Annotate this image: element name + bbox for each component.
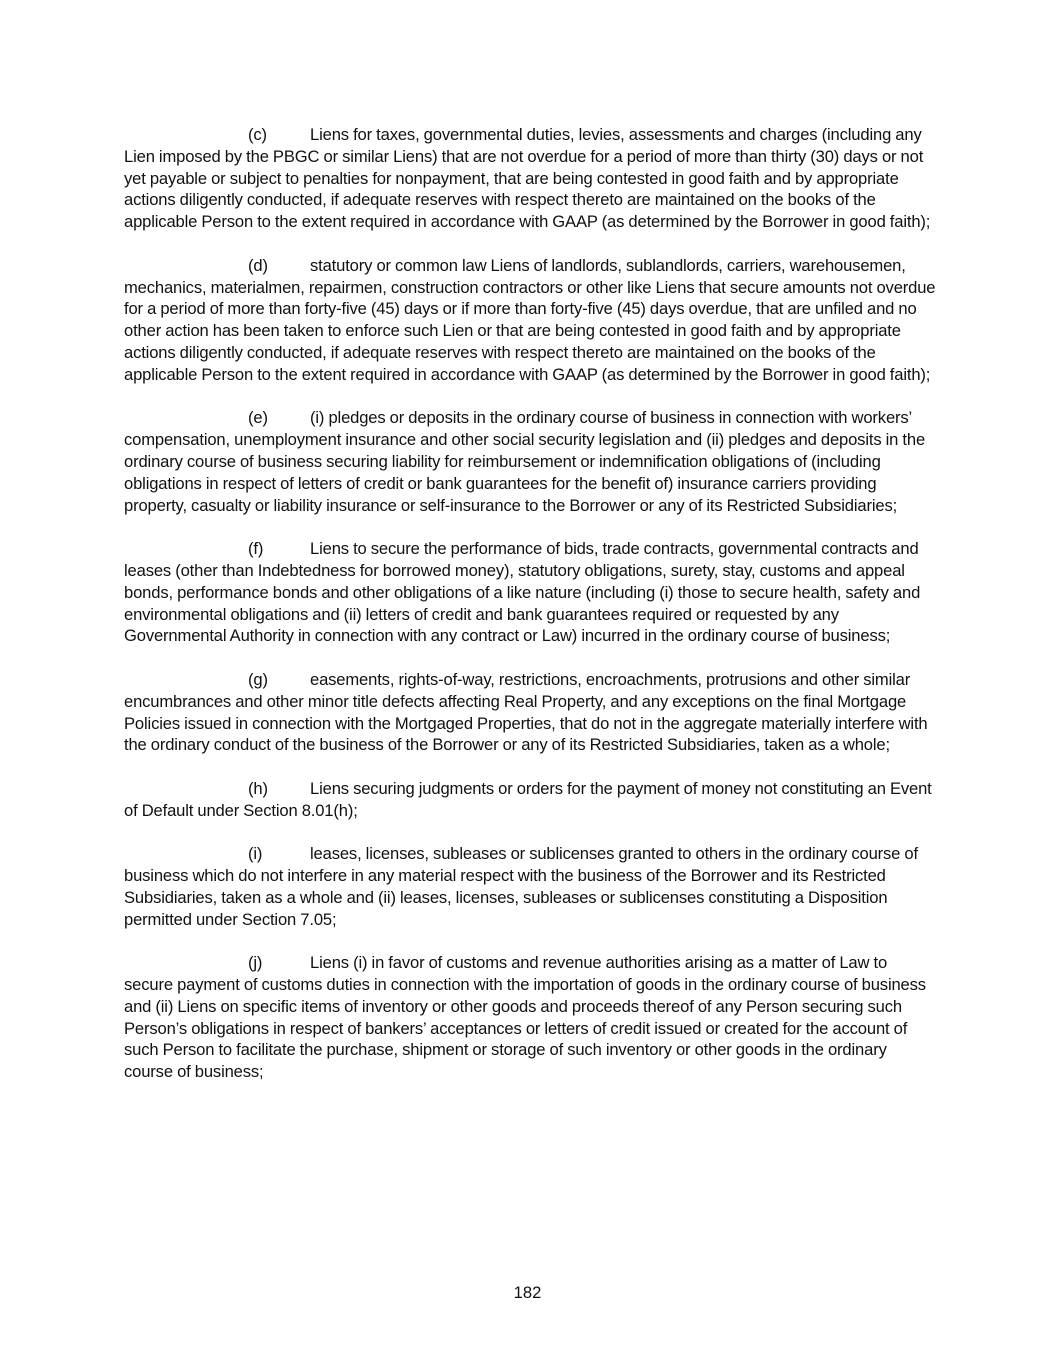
paragraph-text: (i) pledges or deposits in the ordinary course of business in connection with workers’ compensation, unemployment insurance and other social security legislation and (ii) pledges and deposits in the ordinary course of business securing liability for reimbursement or indemnification obligations of (including obligations in respect of letters of credit or bank guarantees for the benefit of) insurance carriers providing property, casualty or liability insurance or self-insurance to the Borrower or any of its Restricted Subsidiaries; <box>124 408 926 515</box>
paragraph-marker: (c) <box>248 125 267 144</box>
paragraph-c <box>124 124 936 233</box>
paragraph-text: leases, licenses, subleases or sublicenses granted to others in the ordinary course of business which do not interfere in any material respect with the business of the Borrower and its Restricted Subsidiaries, taken as a whole and (ii) leases, licenses, subleases or sublicenses constituting a Disposition permitted under Section 7.05; <box>124 844 918 929</box>
paragraph-text: easements, rights-of-way, restrictions, encroachments, protrusions and other similar encumbrances and other minor title defects affecting Real Property, and any exceptions on the final Mortgage Policies issued in connection with the Mortgaged Properties, that do not in the aggregate materially interfere with the ordinary conduct of the business of the Borrower or any of its Restricted Subsidiaries, taken as a whole; <box>124 669 928 755</box>
paragraph-text: Liens for taxes, governmental duties, levies, assessments and charges (including any Lien imposed by the PBGC or similar Liens) that are not overdue for a period of more than thirty (30) days or not yet payable or subject to penalties for nonpayment, that are being contested in good faith and by appropriate actions diligently conducted, if adequate reserves with respect thereto are maintained on the books of the applicable Person to the extent required in accordance with GAAP (as determined by the Borrower in good faith); <box>124 125 931 232</box>
paragraph-marker: (e) <box>248 408 268 428</box>
paragraph-f <box>124 538 936 647</box>
paragraph-j <box>124 952 936 1083</box>
paragraph-marker: (j) <box>248 953 263 973</box>
paragraph-g <box>124 669 936 756</box>
paragraph-marker: (f) <box>248 539 264 559</box>
paragraph-marker: (i) <box>248 844 263 864</box>
paragraph-marker: (h) <box>248 778 268 798</box>
paragraph-e <box>124 407 936 516</box>
paragraph-marker: (d) <box>248 255 268 275</box>
document-body <box>124 124 936 1105</box>
paragraph-d <box>124 255 936 386</box>
paragraph-i <box>124 843 936 930</box>
paragraph-text: Liens (i) in favor of customs and revenue authorities arising as a matter of Law to secure payment of customs duties in connection with the importation of goods in the ordinary course of business and (ii) Liens on specific items of inventory or other goods and proceeds thereof of any Person securing such Person’s obligations in respect of bankers’ acceptances or letters of credit issued or created for the account of such Person to facilitate the purchase, shipment or storage of such inventory or other goods in the ordinary course of business; <box>124 953 926 1082</box>
paragraph-h <box>124 778 936 822</box>
paragraph-text: Liens securing judgments or orders for the payment of money not constituting an Event of Default under Section 8.01(h); <box>124 778 932 820</box>
paragraph-marker: (g) <box>248 669 268 689</box>
page-number: 182 <box>513 1283 542 1302</box>
paragraph-text: Liens to secure the performance of bids, trade contracts, governmental contracts and leases (other than Indebtedness for borrowed money), statutory obligations, surety, stay, customs and appeal bonds, performance bonds and other obligations of a like nature (including (i) those to secure health, safety and environmental obligations and (ii) letters of credit and bank guarantees required or requested by any Governmental Authority in connection with any contract or Law) incurred in the ordinary course of business; <box>124 539 921 646</box>
paragraph-text: statutory or common law Liens of landlords, sublandlords, carriers, warehousemen, mechanics, materialmen, repairmen, construction contractors or other like Liens that secure amounts not overdue for a period of more than forty-five (45) days or if more than forty-five (45) days overdue, that are unfiled and no other action has been taken to enforce such Lien or that are being contested in good faith and by appropriate actions diligently conducted, if adequate reserves with respect thereto are maintained on the books of the applicable Person to the extent required in accordance with GAAP (as determined by the Borrower in good faith); <box>124 255 936 384</box>
